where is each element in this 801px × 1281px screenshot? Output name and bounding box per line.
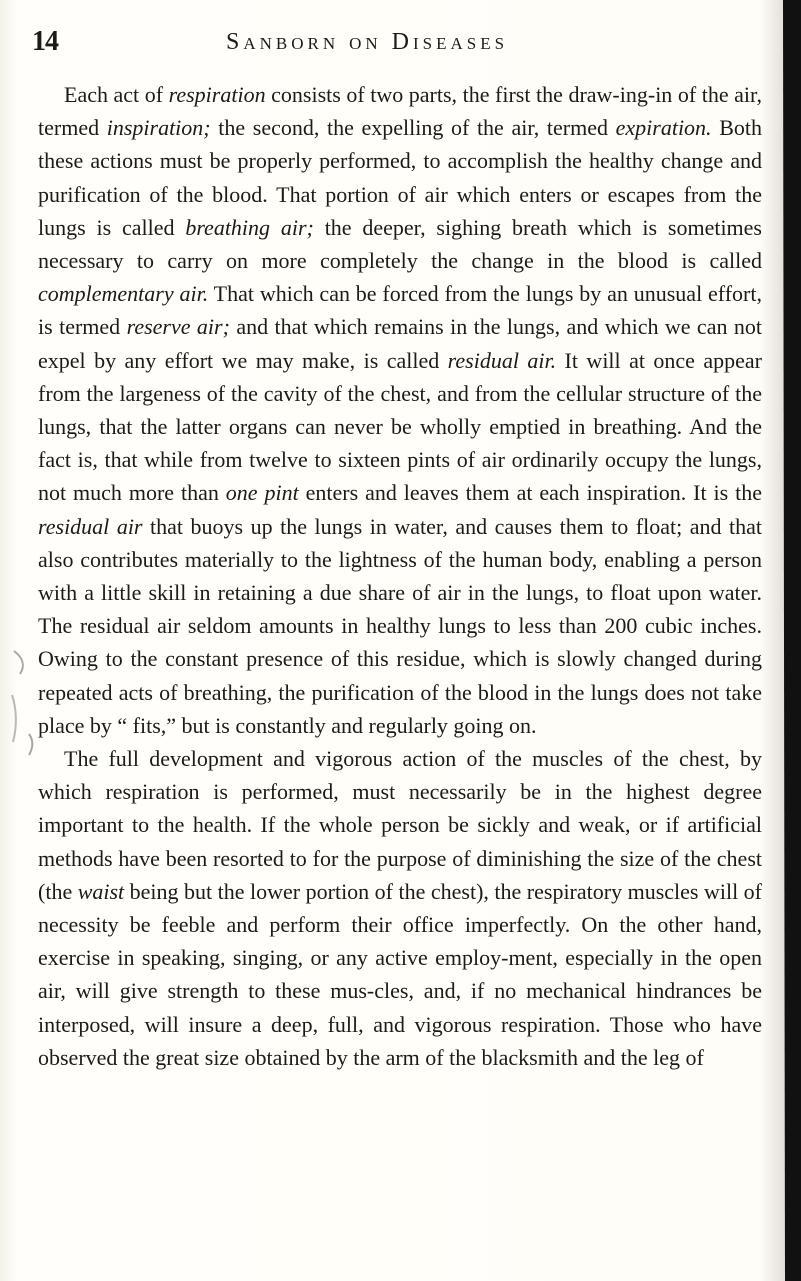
- text-run: That which can be forced from the lungs by an unusual effort, is termed: [38, 281, 762, 340]
- italic-term: one pint: [225, 480, 299, 506]
- paragraph-chest-muscles: [38, 742, 762, 1074]
- italic-term: complementary air.: [38, 281, 209, 307]
- italic-term: respiration: [168, 82, 266, 107]
- italic-term: residual air.: [447, 347, 557, 373]
- text-run: The full development and vigorous action of the muscles of the chest, by which respiration is performed, must necessarily be in the highest degree important to the health. If the whole person be sickly and weak, or if artificial methods have been resorted to for the purpose of diminishing the size of the chest (the: [38, 746, 762, 904]
- italic-term: reserve air;: [126, 314, 230, 340]
- italic-term: expiration.: [615, 115, 712, 141]
- running-head: Sanborn on Diseases: [226, 29, 509, 55]
- text-run: the deeper, sighing breath which is sometimes necessary to carry on more completely the change in the blood is called: [38, 214, 762, 274]
- text-run: consists of two parts, the first the draw-ing-in of the air, termed: [38, 82, 762, 141]
- page-header: [32, 28, 752, 68]
- body-text: [38, 78, 762, 1074]
- margin-mark-lower: [12, 695, 16, 742]
- page-number: 14: [32, 26, 58, 57]
- paragraph-respiration: [38, 78, 762, 742]
- text-run: and that which remains in the lungs, and which we can not expel by any effort we may make, is called: [38, 314, 762, 373]
- text-run: Each act of: [64, 82, 169, 107]
- margin-mark-small: [29, 734, 32, 755]
- text-run: Both these actions must be properly performed, to accomplish the healthy change and purification of the blood. That portion of air which enters or escapes from the lungs is called: [38, 115, 762, 240]
- margin-mark-upper: [14, 651, 23, 674]
- page-edge-shadow: [783, 0, 801, 1281]
- text-run: enters and leaves them at each inspiration. It is the: [298, 480, 762, 506]
- italic-term: inspiration;: [106, 115, 211, 141]
- text-run: that buoys up the lungs in water, and causes them to float; and that also contributes materially to the lightness of the human body, enabling a person with a little skill in retaining a due share of air in the lungs, to float upon water. The residual air seldom amounts in healthy lungs to less than 200 cubic inches. Owing to the constant presence of this residue, which is slowly changed during repeated acts of breathing, the purification of the blood in the lungs does not take place by “ fits,” but is constantly and regularly going on.: [38, 513, 762, 738]
- italic-term: waist: [77, 878, 125, 904]
- text-run: the second, the expelling of the air, termed: [210, 115, 616, 141]
- text-run: being but the lower portion of the chest), the respiratory muscles will of necessity be feeble and perform their office imperfectly. On the other hand, exercise in speaking, singing, or any active employ-ment, especially in the open air, will give strength to these mus-cles, and, if no mechanical hindrances be interposed, will insure a deep, full, and vigorous respiration. Those who have observed the great size obtained by the arm of the blacksmith and the leg of: [38, 878, 763, 1070]
- italic-term: residual air: [38, 513, 143, 539]
- text-run: It will at once appear from the largeness of the cavity of the chest, and from the cellular structure of the lungs, that the latter organs can never be wholly emptied in breathing. And the fact is, that while from twelve to sixteen pints of air ordinarily occupy the lungs, not much more than: [38, 347, 762, 506]
- italic-term: breathing air;: [185, 214, 314, 240]
